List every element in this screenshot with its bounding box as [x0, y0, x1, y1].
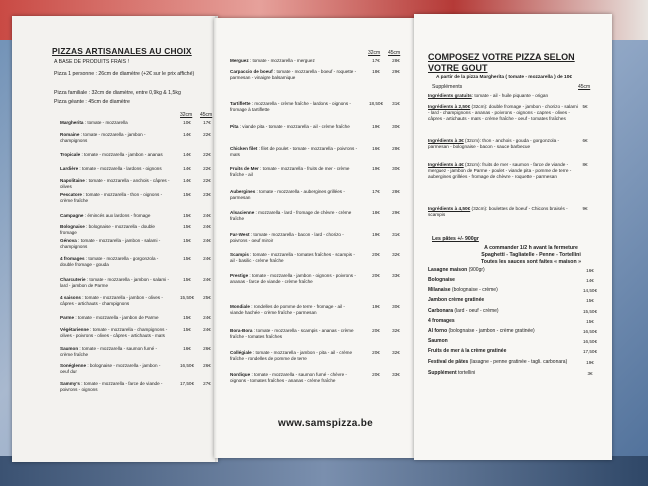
price-32cm: 14€ — [183, 178, 191, 183]
pizza-item — [60, 363, 170, 375]
pizza-item — [60, 192, 170, 204]
price-32cm: 15€ — [183, 256, 191, 261]
price-32cm: 15,50€ — [179, 295, 195, 300]
price-32cm: 17€ — [372, 189, 380, 194]
pizza-item — [230, 210, 358, 222]
price-32cm: 17,50€ — [179, 381, 195, 386]
price-45cm: 23€ — [203, 192, 211, 197]
price-45cm: 24€ — [203, 277, 211, 282]
price-45cm: 28€ — [392, 189, 400, 194]
pasta-description: tortellini — [456, 370, 476, 376]
price-45cm: 17€ — [203, 120, 211, 125]
price-32cm: 19€ — [372, 166, 380, 171]
price-45cm: 24€ — [203, 224, 211, 229]
pizza-name: Aubergines — [230, 189, 256, 194]
ingredient-block-label: Ingrédients gratuits — [428, 93, 472, 98]
price-45cm: 22€ — [203, 152, 211, 157]
pasta-title: Les pâtes +/- 900gr — [432, 236, 479, 242]
pizza-description: : émincés aux lardons - fromage — [83, 213, 151, 218]
ingredient-block-text: (32cm): thon - anchois - gouda - gorgonzola - parmesan - bolognaise - bacon - sauce barbecue — [428, 138, 560, 149]
pizza-description: : mozzarella - crème fraîche - lardons - oignons - fromage à tartiflette — [230, 101, 351, 112]
pasta-item — [428, 371, 578, 377]
pizza-name: Campagne — [60, 213, 84, 218]
pizza-description: : tomate - mozzarella - bacon - lard - chorizo - poivrons - oeuf miroir — [230, 232, 344, 243]
pizza-name: Prestige — [230, 273, 249, 278]
pizza-item — [230, 124, 358, 130]
pizza-name: Merguez — [230, 58, 249, 63]
price-32cm: 10€ — [183, 120, 191, 125]
price-32cm: 15€ — [183, 238, 191, 243]
price-32cm: 18,50€ — [368, 101, 384, 106]
pizza-description: : tomate - mozzarella - jambon - salami - champignons — [60, 238, 161, 249]
pizza-name: Napolitaine — [60, 178, 85, 183]
ingredient-block-label: Ingrédients à 3€ — [428, 138, 464, 143]
pizza-item — [230, 304, 358, 316]
pasta-description: (bolognaise - crème) — [450, 287, 498, 293]
right-title: COMPOSEZ VOTRE PIZZA SELON VOTRE GOUT — [428, 52, 575, 73]
pasta-name: Al forno — [428, 328, 448, 334]
pasta-name: Milanaise — [428, 287, 451, 293]
pasta-price: 19€ — [586, 360, 594, 365]
menu-panel-right — [414, 14, 612, 460]
pizza-item — [230, 101, 358, 113]
pizza-item — [60, 381, 170, 393]
pasta-name: 4 fromages — [428, 318, 455, 324]
pizza-name: Bolognaise — [60, 224, 85, 229]
pasta-item — [428, 288, 578, 294]
price-32cm: 15€ — [183, 192, 191, 197]
pasta-description: (bolognaise - jambon - crème gratinée) — [447, 328, 535, 334]
pizza-item — [60, 315, 170, 321]
ingredient-block-text: (32cm): fruits de mer - saumon - farce de viande - merguez - jambon de Parme - poulet - viande pita - pomme de terre - aubergines grillées - fromage de chèvre - roquette - parmesan — [428, 162, 572, 179]
pasta-intro-3: Toutes les sauces sont faites « maison » — [481, 259, 581, 265]
pasta-name: Fruits de mer à la crème gratinée — [428, 348, 507, 354]
pasta-price: 3€ — [587, 371, 593, 376]
price-45cm: 31€ — [392, 232, 400, 237]
price-32cm: 17€ — [372, 58, 380, 63]
pasta-description: (900gr) — [467, 267, 485, 273]
website-url: www.samspizza.be — [278, 418, 374, 429]
pizza-name: Sonéglenne — [60, 363, 87, 368]
price-32cm: 20€ — [372, 252, 380, 257]
pizza-description: : tomate - mozzarella - scampis - ananas - crème fraîche - tomates fraîches — [230, 328, 354, 339]
left-title: PIZZAS ARTISANALES AU CHOIX — [52, 46, 192, 56]
price-45cm: 33€ — [392, 273, 400, 278]
pizza-name: Fruits de Mer — [230, 166, 259, 171]
price-32cm: 19€ — [372, 304, 380, 309]
price-32cm: 15€ — [183, 327, 191, 332]
pizza-description: : tomate - mozzarella - fruits de mer - crème fraîche - ail — [230, 166, 350, 177]
pizza-item — [60, 166, 170, 172]
pasta-item — [428, 298, 578, 304]
pasta-description: (lard - oeuf - crème) — [453, 308, 499, 314]
price-32cm: 14€ — [183, 152, 191, 157]
pasta-item — [428, 319, 578, 325]
ingredient-block-price: 8€ — [582, 162, 588, 167]
pizza-description: : tomate - mozzarella - tomates fraîches - scampis - ail - basilic - crème fraîche — [230, 252, 355, 263]
price-45cm: 27€ — [203, 381, 211, 386]
middle-size-header-32: 32cm — [368, 50, 381, 56]
pizza-description: : tomate - mozzarella - saumon fumé - chèvre - oignons - tomates fraîches - ananas - crème fraîche — [230, 372, 347, 383]
pizza-name: Romaine — [60, 132, 80, 137]
pizza-item — [230, 58, 358, 64]
pizza-item — [230, 252, 358, 264]
pasta-item — [428, 268, 578, 274]
pizza-name: Lardière — [60, 166, 79, 171]
pasta-price: 15€ — [586, 298, 594, 303]
pasta-intro-1: A commander 1/2 h avant la fermeture — [484, 245, 578, 251]
pizza-item — [230, 189, 358, 201]
ingredient-block — [428, 138, 578, 150]
price-32cm: 18€ — [372, 69, 380, 74]
price-45cm: 22€ — [203, 178, 211, 183]
price-32cm: 15€ — [183, 224, 191, 229]
pizza-name: Sammy's — [60, 381, 80, 386]
pasta-description: (lasagne - penne gratinée - tagli. carbonara) — [468, 359, 568, 365]
price-45cm: 24€ — [203, 315, 211, 320]
ingredient-block-label: Ingrédients à 4€ — [428, 162, 464, 167]
pizza-description: : tomate - mozzarella - jambon - olives - câpres - artichauts - champignons — [60, 295, 163, 306]
price-45cm: 33€ — [392, 372, 400, 377]
price-45cm: 24€ — [203, 238, 211, 243]
fold-shadow — [214, 18, 217, 458]
pasta-name: Festival de pâtes — [428, 359, 469, 365]
ingredient-block-price: 5€ — [582, 104, 588, 109]
pizza-item — [60, 238, 170, 250]
pasta-item — [428, 349, 578, 355]
pizza-item — [60, 256, 170, 268]
ingredient-block-text: (32cm): double fromage - jambon - chorizo - salami - lard - champignons - ananas - poivrons - oignons - capres - olives - câpres - artichauts - maïs - crème fraîche - oeuf - tomates fraîches — [428, 104, 578, 121]
pizza-name: Pita — [230, 124, 239, 129]
pizza-name: Alsacienne — [230, 210, 255, 215]
pizza-description: : tomate - mozzarella - saumon fumé - crème fraîche — [60, 346, 158, 357]
ingredient-block — [428, 93, 578, 99]
pizza-description: : tomate - mozzarella - jambon - salami - lard - jambon de Parme — [60, 277, 170, 288]
pasta-price: 15€ — [586, 319, 594, 324]
pizza-item — [230, 69, 358, 81]
price-45cm: 24€ — [203, 327, 211, 332]
price-45cm: 24€ — [203, 213, 211, 218]
left-intro-1: A BASE DE PRODUITS FRAIS ! — [54, 59, 129, 65]
pizza-name: Saumon — [60, 346, 79, 351]
pasta-price: 15,50€ — [582, 309, 598, 314]
pizza-description: : viande pita - tomate - mozzarella - ail - crème fraîche — [238, 124, 350, 129]
pizza-item — [230, 232, 358, 244]
pasta-name: Supplément — [428, 370, 457, 376]
pasta-name: Lasagne maison — [428, 267, 468, 273]
pizza-description: : tomate - mozzarella - boeuf - roquette - parmesan - vinaigre balsamique — [230, 69, 357, 80]
price-32cm: 15€ — [183, 213, 191, 218]
pasta-item — [428, 360, 578, 366]
price-32cm: 16,50€ — [179, 363, 195, 368]
ingredient-block-label: Ingrédients à 4,50€ — [428, 206, 471, 211]
pizza-description: : tomate - mozzarella - aubergines grillées - parmesan — [230, 189, 345, 200]
pasta-name: Jambon crème gratinée — [428, 297, 485, 303]
price-45cm: 22€ — [203, 132, 211, 137]
pizza-description: : tomate - mozzarella - jambon - champignons — [60, 132, 146, 143]
price-32cm: 15€ — [183, 315, 191, 320]
pasta-price: 17,50€ — [582, 349, 598, 354]
price-32cm: 20€ — [372, 328, 380, 333]
pizza-description: : bolognaise - mozzarella - double fromage — [60, 224, 155, 235]
pasta-name: Saumon — [428, 338, 448, 344]
ingredient-block-price: 6€ — [582, 138, 588, 143]
pizza-description: : rondelles de pomme de terre - fromage - ail - viande hachée - crème fraîche - parmesan — [230, 304, 345, 315]
left-intro-4: Pizza géante : 45cm de diamètre — [54, 99, 130, 105]
pizza-item — [230, 166, 358, 178]
pizza-description: : tomate - mozzarella - lardons - oignons — [78, 166, 162, 171]
pizza-name: Génova — [60, 238, 77, 243]
price-45cm: 32€ — [392, 252, 400, 257]
pasta-price: 16,50€ — [582, 329, 598, 334]
price-45cm: 28€ — [392, 58, 400, 63]
pizza-description: : bolognaise - mozzarella - jambon - oeuf dur — [60, 363, 161, 374]
pizza-name: Bora-Bora — [230, 328, 253, 333]
ingredient-block — [428, 104, 578, 121]
pasta-intro-2: Spaghetti - Tagliatelle - Penne - Tortellini — [481, 252, 581, 258]
pasta-item — [428, 329, 578, 335]
pizza-name: Carpaccio de boeuf — [230, 69, 273, 74]
right-size-header: 45cm — [578, 84, 591, 90]
left-intro-2: Pizza 1 personne : 26cm de diamètre (+2€ sur le prix affiché) — [54, 71, 195, 77]
pasta-item — [428, 339, 578, 345]
right-supplements-label: Suppléments — [432, 84, 463, 90]
pasta-price: 14€ — [586, 278, 594, 283]
left-intro-3: Pizza familiale : 32cm de diamètre, entre 0,9kg & 1,5kg — [54, 90, 181, 96]
pizza-item — [230, 372, 358, 384]
pizza-name: Tropicale — [60, 152, 81, 157]
ingredient-block — [428, 162, 578, 179]
pasta-item — [428, 309, 578, 315]
pizza-item — [60, 152, 170, 158]
pizza-name: 4 saisons — [60, 295, 81, 300]
pizza-description: : tomate - mozzarella - anchois - câpres - olives — [60, 178, 170, 189]
pizza-name: Nordique — [230, 372, 251, 377]
pasta-name: Carbonara — [428, 308, 454, 314]
ingredient-block-text: (32cm): boulettes de boeuf - Chicons braisés - scampis — [428, 206, 568, 217]
left-size-header-45: 45cm — [200, 112, 213, 118]
pizza-description: : filet de poulet - tomate - mozzarella - poivrons - maïs — [230, 146, 358, 157]
price-45cm: 24€ — [203, 256, 211, 261]
price-45cm: 29€ — [392, 210, 400, 215]
price-45cm: 28€ — [392, 146, 400, 151]
ingredient-block-price: 9€ — [582, 206, 588, 211]
ingredient-block-label: Ingrédients à 2,50€ — [428, 104, 471, 109]
pizza-description: : tomate - mozzarella - thon - oignons - crème fraîche — [60, 192, 163, 203]
price-32cm: 16€ — [183, 346, 191, 351]
pizza-item — [60, 277, 170, 289]
price-32cm: 14€ — [183, 166, 191, 171]
menu-panel-middle — [214, 18, 414, 458]
pizza-item — [60, 346, 170, 358]
pizza-description: : tomate - mozzarella - farce de viande - poivrons - oignons — [60, 381, 163, 392]
pizza-name: Charcuterie — [60, 277, 86, 282]
price-32cm: 16€ — [372, 146, 380, 151]
right-base-line: A partir de la pizza Margherita ( tomate - mozzarella ) de 10€ — [436, 75, 573, 80]
pizza-description: : tomate - mozzarella - jambon - oignons - poivrons - ananas - farce de viande - crème fraîche — [230, 273, 356, 284]
pizza-description: : tomate - mozzarella - merguez — [248, 58, 315, 63]
pizza-item — [60, 120, 170, 126]
pizza-name: Chicken filet — [230, 146, 258, 151]
pizza-description: : tomate - mozzarella - champignons - olives - poivrons - olives - câpres - artichauts - maïs — [60, 327, 168, 338]
middle-size-header-45: 45cm — [388, 50, 401, 56]
price-32cm: 20€ — [372, 372, 380, 377]
menu-panel-left — [12, 16, 218, 462]
pizza-item — [60, 224, 170, 236]
price-45cm: 30€ — [392, 166, 400, 171]
price-45cm: 26€ — [203, 346, 211, 351]
pizza-name: Pescatore — [60, 192, 82, 197]
price-32cm: 20€ — [372, 350, 380, 355]
pizza-item — [230, 328, 358, 340]
left-size-header-32: 32cm — [180, 112, 193, 118]
pizza-name: Mondiale — [230, 304, 250, 309]
price-45cm: 32€ — [392, 350, 400, 355]
price-32cm: 14€ — [183, 132, 191, 137]
price-32cm: 19€ — [372, 124, 380, 129]
pizza-description: : tomate - mozzarella - jambon - pita - ail - crème fraîche - rondelles de pomme de terre — [230, 350, 353, 361]
price-32cm: 15€ — [183, 277, 191, 282]
pizza-name: Tartiflette — [230, 101, 251, 106]
price-45cm: 29€ — [392, 69, 400, 74]
pizza-item — [60, 327, 170, 339]
pizza-name: Collégiale — [230, 350, 252, 355]
price-32cm: 18€ — [372, 210, 380, 215]
price-32cm: 19€ — [372, 232, 380, 237]
ingredient-block — [428, 206, 578, 218]
pizza-name: Far-West — [230, 232, 250, 237]
pizza-item — [60, 132, 170, 144]
price-45cm: 22€ — [203, 166, 211, 171]
pizza-name: Margherita — [60, 120, 84, 125]
price-45cm: 30€ — [392, 124, 400, 129]
pizza-name: 4 fromages — [60, 256, 85, 261]
pizza-item — [60, 213, 170, 219]
pizza-description: : tomate - mozzarella - jambon - ananas — [80, 152, 163, 157]
price-45cm: 31€ — [392, 101, 400, 106]
pizza-item — [230, 146, 358, 158]
pizza-description: : tomate - mozzarella - jambon de Parme — [74, 315, 159, 320]
pizza-description: : tomate - mozzarella - gorgonzola - double fromage - gouda — [60, 256, 159, 267]
price-45cm: 25€ — [203, 295, 211, 300]
pasta-price: 16,50€ — [582, 339, 598, 344]
pizza-description: : mozzarella - lard - fromage de chèvre - crème fraîche — [230, 210, 352, 221]
pizza-item — [230, 350, 358, 362]
price-32cm: 20€ — [372, 273, 380, 278]
pizza-description: : tomate - mozzarella — [83, 120, 128, 125]
price-45cm: 26€ — [203, 363, 211, 368]
pizza-name: Parme — [60, 315, 75, 320]
pasta-name: Bolognaise — [428, 277, 455, 283]
ingredient-block-text: : tomate - ail - huile piquante - origan — [471, 93, 549, 98]
pasta-price: 14,50€ — [582, 288, 598, 293]
price-45cm: 32€ — [392, 328, 400, 333]
price-45cm: 30€ — [392, 304, 400, 309]
pasta-item — [428, 278, 578, 284]
pizza-item — [230, 273, 358, 285]
pizza-item — [60, 178, 170, 190]
pizza-name: Scampis — [230, 252, 249, 257]
pizza-name: Végétarienne — [60, 327, 89, 332]
pasta-price: 16€ — [586, 268, 594, 273]
pizza-item — [60, 295, 170, 307]
